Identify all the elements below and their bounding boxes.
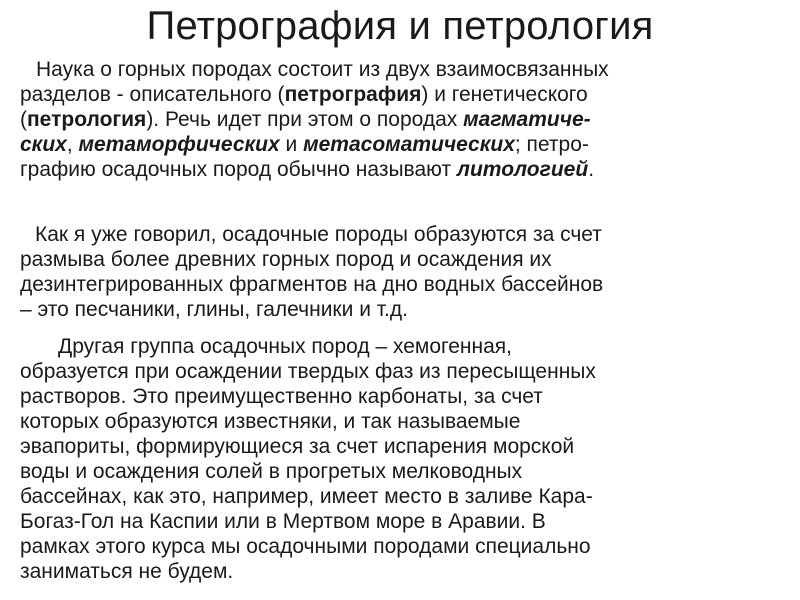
text-line: воды и осаждения солей в прогретых мелководных bbox=[20, 460, 523, 483]
text-line: разделов - описательного (петрография) и генетического bbox=[20, 83, 588, 106]
paragraph-sedimentary-clastic bbox=[20, 222, 790, 322]
term-metamorphic: метаморфических bbox=[78, 133, 280, 156]
term-petrology: петрология bbox=[27, 108, 147, 131]
term-magmatic: магматиче- bbox=[463, 108, 591, 131]
text-line: заниматься не будем. bbox=[20, 560, 234, 583]
text-line: графию осадочных пород обычно называют литологией. bbox=[20, 158, 595, 181]
text-line: – это песчаники, глины, галечники и т.д. bbox=[20, 298, 408, 321]
text-line: бассейнах, как это, например, имеет место в заливе Кара- bbox=[20, 485, 593, 508]
text-line: ских, метаморфических и метасоматических; петро- bbox=[20, 133, 589, 156]
paragraph-sedimentary-chemogenic bbox=[20, 334, 790, 584]
text-line: растворов. Это преимущественно карбонаты, за счет bbox=[20, 385, 543, 408]
text-line: дезинтегрированных фрагментов на дно водных бассейнов bbox=[20, 273, 604, 296]
text-line: Другая группа осадочных пород – хемогенная, bbox=[58, 335, 512, 358]
term-metasomatic: метасоматических bbox=[303, 133, 515, 156]
text-line: образуется при осаждении твердых фаз из пересыщенных bbox=[20, 360, 596, 383]
text-line: рамках этого курса мы осадочными породами специально bbox=[20, 535, 591, 558]
paragraph-petrography bbox=[20, 57, 790, 182]
text-line: (петрология). Речь идет при этом о породах магматиче- bbox=[20, 108, 591, 131]
text-line: эвапориты, формирующиеся за счет испарения морской bbox=[20, 435, 575, 458]
text-line: которых образуются известняки, и так называемые bbox=[20, 410, 521, 433]
text-line: размыва более древних горных пород и осаждения их bbox=[20, 248, 552, 271]
term-lithology: литологией bbox=[456, 158, 589, 181]
text-line: Как я уже говорил, осадочные породы образуются за счет bbox=[35, 223, 602, 246]
text-line: Наука о горных породах состоит из двух взаимосвязанных bbox=[36, 58, 609, 81]
text-line: Богаз-Гол на Каспии или в Мертвом море в Аравии. В bbox=[20, 510, 546, 533]
slide-title: Петрография и петрология bbox=[146, 4, 654, 48]
term-petrography: петрография bbox=[284, 83, 422, 106]
